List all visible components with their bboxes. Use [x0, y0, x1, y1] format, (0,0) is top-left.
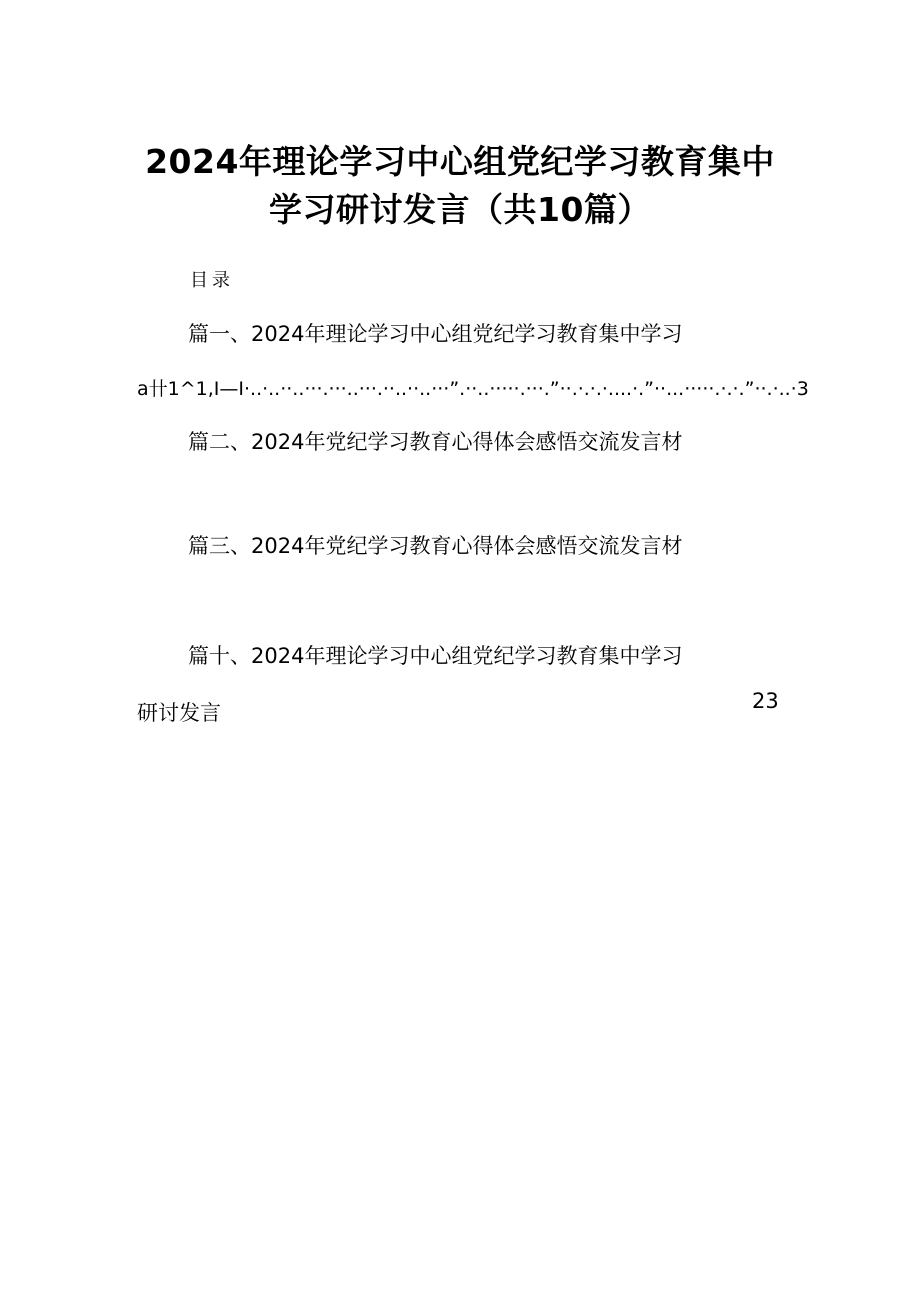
document-title-line-2: 学习研讨发言（共10篇）: [269, 190, 651, 229]
toc-entry-10-page-number: 23: [752, 689, 779, 713]
toc-entry-3-title: 篇三、2024年党纪学习教育心得体会感悟交流发言材: [188, 534, 683, 558]
toc-entry-10-continuation: 研讨发言: [137, 701, 221, 725]
toc-entry-2-title: 篇二、2024年党纪学习教育心得体会感悟交流发言材: [188, 430, 683, 454]
toc-entry-1-title: 篇一、2024年理论学习中心组党纪学习教育集中学习: [188, 322, 683, 346]
toc-heading: 目录: [190, 270, 234, 291]
toc-entry-1-leader: a卄1^1,I—I·..·..··..···.···..···.··..··..···”.··..·····.···.”··.·.·.·....·.”··...·····.·.·.”··.·..·3: [137, 378, 809, 400]
document-title-line-1: 2024年理论学习中心组党纪学习教育集中: [145, 142, 775, 181]
toc-entry-10-title: 篇十、2024年理论学习中心组党纪学习教育集中学习: [188, 644, 683, 668]
